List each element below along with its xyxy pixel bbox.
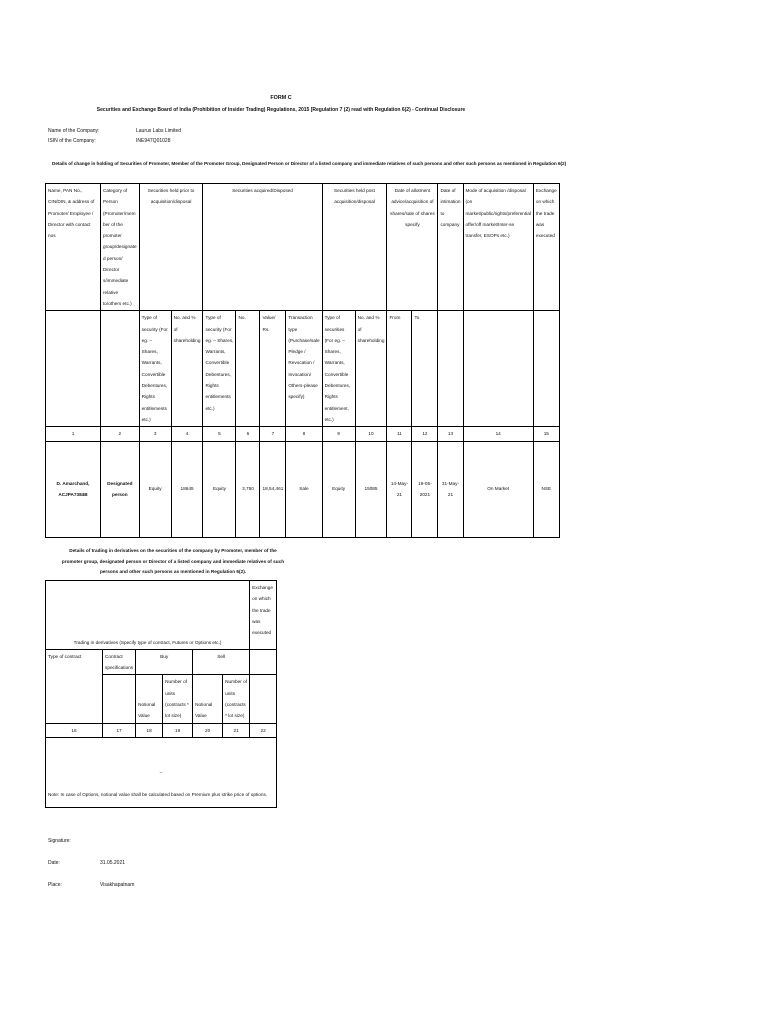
section1-description: Details of change in holding of Securities of Promoter, Member of the Promoter Group, Designated Person or Director of a listed company and immediate relatives of such persons and other such persons as mentioned in Regulation 6(2) [52,161,567,166]
subheader-row [46,311,560,427]
row-exchange: NSE [533,441,559,537]
deriv-col-num-17: 17 [103,723,136,737]
col-num-6: 6 [236,427,260,441]
deriv-col-num-22: 22 [250,723,277,737]
col-num-15: 15 [533,427,559,441]
form-title: FORM C [270,95,292,101]
signature-label: Signature: [48,838,71,844]
deriv-col-num-16: 16 [46,723,103,737]
col-num-14: 14 [463,427,533,441]
header-exchange: Exchange on which the trade was executed [533,184,559,311]
header-intimation: Date of intimation to company [438,184,463,311]
holding-change-table-wrap [45,183,560,538]
deriv-column-number-row [46,723,277,737]
place-label: Place: [48,882,62,888]
col-num-5: 5 [203,427,236,441]
deriv-sell-notional: Notional Value [193,675,223,723]
col-num-12: 12 [412,427,438,441]
deriv-spec-row [46,649,277,675]
deriv-col-num-21: 21 [223,723,250,737]
col-num-4: 4 [171,427,203,441]
deriv-spec-empty [250,649,277,675]
deriv-trading-header: Trading in derivatives (Specify type of contract, Futures or Options etc.) [46,636,250,650]
row-category: Designated person [101,441,140,537]
deriv-top-empty [46,581,250,636]
header-acquired: Securities acquired/Disposed [203,184,322,311]
form-subtitle: Securities and Exchange Board of India (Prohibition of Insider Trading) Regulations, 2015 [Regulation 7 (2) read with Regulation 6(2) - Continual Disclosure [96,107,466,113]
deriv-buy-units: Number of units (contracts * lot size) [163,675,193,723]
row-to: 19-05-2021 [412,441,438,537]
subheader-empty-13 [438,311,463,427]
col-num-13: 13 [438,427,463,441]
row-type-prior: Equity [139,441,171,537]
deriv-sell: Sell [193,649,250,675]
sub-pct-post: No. and % of shareholding [355,311,387,427]
row-pct-prior: 18645 [171,441,203,537]
row-pct-post: 15085 [355,441,387,537]
deriv-units-empty [250,675,277,723]
row-from: 14-May-21 [387,441,412,537]
isin-value: INE947Q01028 [136,138,171,144]
company-name-value: Laurus Labs Limited [136,128,182,134]
sub-type-acq: Type of security (For eg. – Shares, Warrants, Convertible Debentures, Rights entitlements etc.) [203,311,236,427]
col-num-9: 9 [322,427,355,441]
header-prior: Securities held prior to acquisition/disposal [139,184,203,311]
isin-label: ISIN of the Company: [48,138,96,144]
col-num-10: 10 [355,427,387,441]
header-row [46,184,560,311]
header-category: Category of Person (Promoter/mem ber of the promoter group/designate d person/ Director s/immediate relative to/others etc.) [101,184,140,311]
row-txn-type: Sale [286,441,322,537]
deriv-buy: Buy [136,649,193,675]
sub-type-prior: Type of security (For eg. – Shares, Warrants, Convertible Debentures, Rights entitlements etc.) [139,311,171,427]
deriv-type-of-contract: Type of contract [46,649,103,723]
column-number-row [46,427,560,441]
holding-change-table [45,183,560,538]
col-num-8: 8 [286,427,322,441]
deriv-spec-blank [103,675,136,723]
sub-no-acq: No. [236,311,260,427]
sub-pct-prior: No. and % of shareholding [171,311,203,427]
header-allotment: Date of allotment advice/acquisition of shares/sale of shares specify [387,184,438,311]
deriv-col-num-20: 20 [193,723,223,737]
row-no-acq: 3,750 [236,441,260,537]
col-num-3: 3 [139,427,171,441]
deriv-top-row [46,581,277,636]
table-row [46,441,560,537]
deriv-buy-notional: Notional Value [136,675,163,723]
sub-txn-type: Transaction type (Purchase/sale Pledge / Revocation / Invocation/ Others-please specify) [286,311,322,427]
row-type-acq: Equity [203,441,236,537]
header-name: Name, PAN No., CIN/DIN, & address of Promoter/ Employee / Director with contact nos [46,184,101,311]
options-note: Note: In case of Options, notional value shall be calculated based on Premium plus strike price of options. [48,792,268,797]
derivatives-table [45,580,277,808]
date-value: 31.05.2021 [100,860,126,866]
place-value: Visakhapatnam [100,882,135,888]
sub-type-post: Type of securities (For eg. – Shares, Warrants, Convertible Debentures, Rights entitlement, etc.) [322,311,355,427]
derivatives-table-wrap [45,580,277,808]
header-post: Securities held post acquisition/disposal [322,184,387,311]
deriv-sell-units: Number of units (contracts * lot size) [223,675,250,723]
row-type-post: Equity [322,441,355,537]
sub-from: From [387,311,412,427]
deriv-col-num-19: 19 [163,723,193,737]
row-value-acq: 18,54,461 [260,441,286,537]
col-num-7: 7 [260,427,286,441]
deriv-contract-specs: Contract specifications [103,649,136,675]
row-intimation: 31-May-21 [438,441,463,537]
subheader-empty-2 [101,311,140,427]
subheader-empty-15 [533,311,559,427]
section2-description: Details of trading in derivatives on the securities of the company by Promoter, member of the promoter group, designated person or Director of a listed company and immediate relatives of such persons and other such persons as mentioned in Regulation 6(2). [61,548,285,575]
deriv-trading-row [46,636,277,650]
row-mode: On Market [463,441,533,537]
deriv-col-num-18: 18 [136,723,163,737]
deriv-exchange-header: Exchange on which the trade was executed [250,581,277,650]
sub-value-acq: Value/ Rs. [260,311,286,427]
header-mode: Mode of acquisition /disposal (on market/public/rights/preferential offer/off market/Inter-se transfer, ESOPs etc.) [463,184,533,311]
col-num-2: 2 [101,427,140,441]
sub-to: To [412,311,438,427]
deriv-empty-mark: -- [46,737,277,807]
subheader-empty-14 [463,311,533,427]
date-label: Date: [48,860,60,866]
col-num-11: 11 [387,427,412,441]
subheader-empty-1 [46,311,101,427]
company-name-label: Name of the Company: [48,128,100,134]
col-num-1: 1 [46,427,101,441]
row-name: D. Amarchand, ACJPA7384B [46,441,101,537]
